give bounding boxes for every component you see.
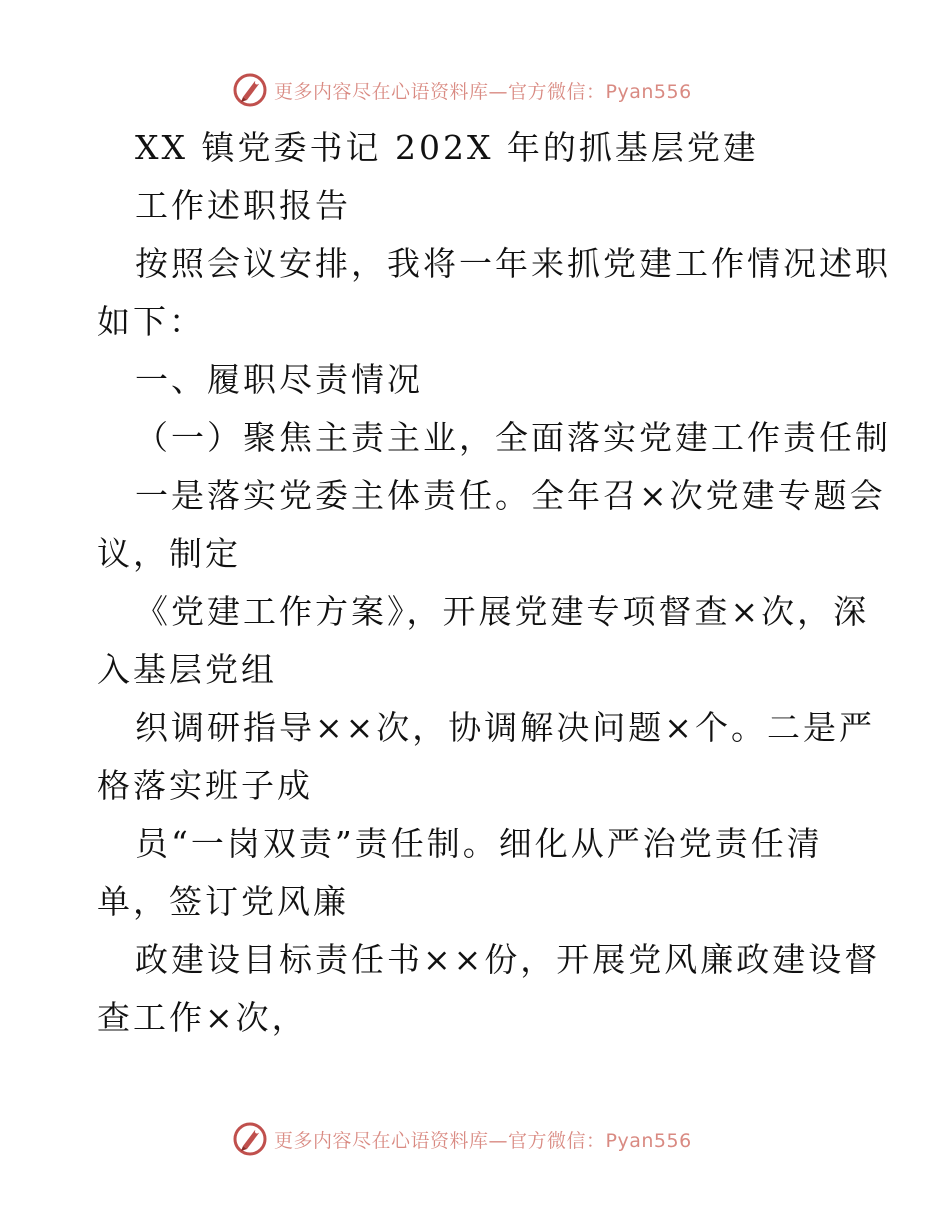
paragraph-line: 如下： xyxy=(97,302,205,341)
header-watermark xyxy=(232,70,692,110)
footer-watermark xyxy=(232,1119,692,1159)
paragraph-line: 入基层党组 xyxy=(97,650,277,689)
paragraph-line: 一是落实党委主体责任。全年召×次党建专题会 xyxy=(135,476,886,515)
subsection-heading: （一）聚焦主责主业，全面落实党建工作责任制 xyxy=(135,418,891,457)
pen-logo-icon xyxy=(232,72,268,108)
paragraph-line: 格落实班子成 xyxy=(97,766,313,805)
paragraph-line: 按照会议安排，我将一年来抓党建工作情况述职 xyxy=(135,244,891,283)
paragraph-line: 《党建工作方案》，开展党建专项督查×次，深 xyxy=(135,592,870,631)
paragraph-line: 织调研指导××次，协调解决问题×个。二是严 xyxy=(135,708,875,747)
document-title-line-1: XX 镇党委书记 202X 年的抓基层党建 xyxy=(135,128,759,167)
pen-logo-icon xyxy=(232,1121,268,1157)
paragraph-line: 议，制定 xyxy=(97,534,241,573)
paragraph-line: 单，签订党风廉 xyxy=(97,882,349,921)
watermark-text: 更多内容尽在心语资料库—官方微信：Pyan556 xyxy=(274,80,692,103)
document-title-line-2: 工作述职报告 xyxy=(135,186,351,225)
paragraph-line: 员“一岗双责”责任制。细化从严治党责任清 xyxy=(135,824,823,863)
section-heading: 一、履职尽责情况 xyxy=(135,360,423,399)
paragraph-line: 政建设目标责任书××份，开展党风廉政建设督 xyxy=(135,940,881,979)
paragraph-line: 查工作×次， xyxy=(97,998,308,1037)
watermark-text: 更多内容尽在心语资料库—官方微信：Pyan556 xyxy=(274,1129,692,1152)
